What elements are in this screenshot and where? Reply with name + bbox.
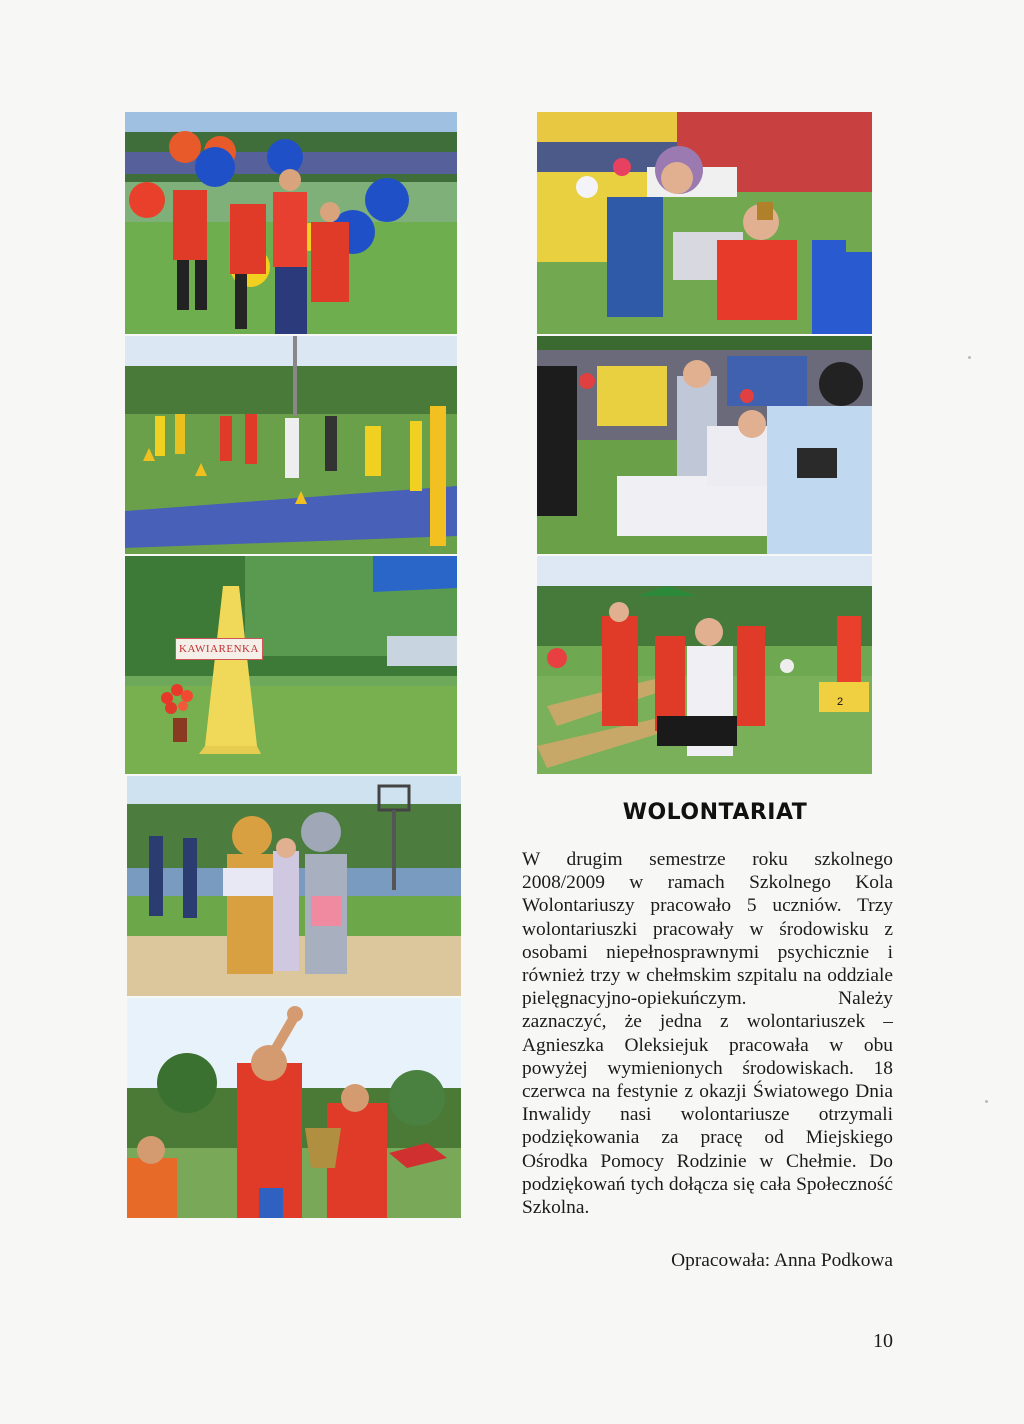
photo-wheelchair <box>537 336 872 554</box>
photo-kawiarenka <box>125 556 457 774</box>
photo-sports-field <box>125 336 457 554</box>
kawiarenka-sign: KAWIARENKA <box>175 638 263 660</box>
page-number: 10 <box>873 1330 893 1352</box>
photo-award <box>537 112 872 334</box>
scan-dot <box>968 356 971 359</box>
article-title: WOLONTARIAT <box>622 800 808 825</box>
photo-mascots <box>127 776 461 996</box>
scan-dot <box>985 1100 988 1103</box>
article-author: Opracowała: Anna Podkowa <box>671 1250 893 1271</box>
photo-trophy <box>127 998 461 1218</box>
photo-cheerleaders <box>125 112 457 334</box>
photo-hug <box>537 556 872 774</box>
podium-number: 2 <box>837 696 844 708</box>
article-paragraph: W drugim semestrze roku szkolnego 2008/2009 w ramach Szkolnego Kola Wolontariuszy pracowało 5 uczniów. Trzy wolontariuszki pracowały w środowisku z osobami niepełnosprawnymi psychicznie i również trzy w chełmskim szpitalu na oddziale pielęgnacyjno-opiekuńczym. Należy zaznaczyć, że jedna z wolontariuszek – Agnieszka Oleksiejuk pracowała w obu powyżej wymienionych środowiskach. 18 czerwca na festynie z okazji Światowego Dnia Inwalidy nasi wolontariusze otrzymali podziękowania za pracę od Miejskiego Ośrodka Pomocy Rodzinie w Chełmie. Do podziękowań tych dołącza się cała Społeczność Szkolna. <box>522 849 893 1219</box>
